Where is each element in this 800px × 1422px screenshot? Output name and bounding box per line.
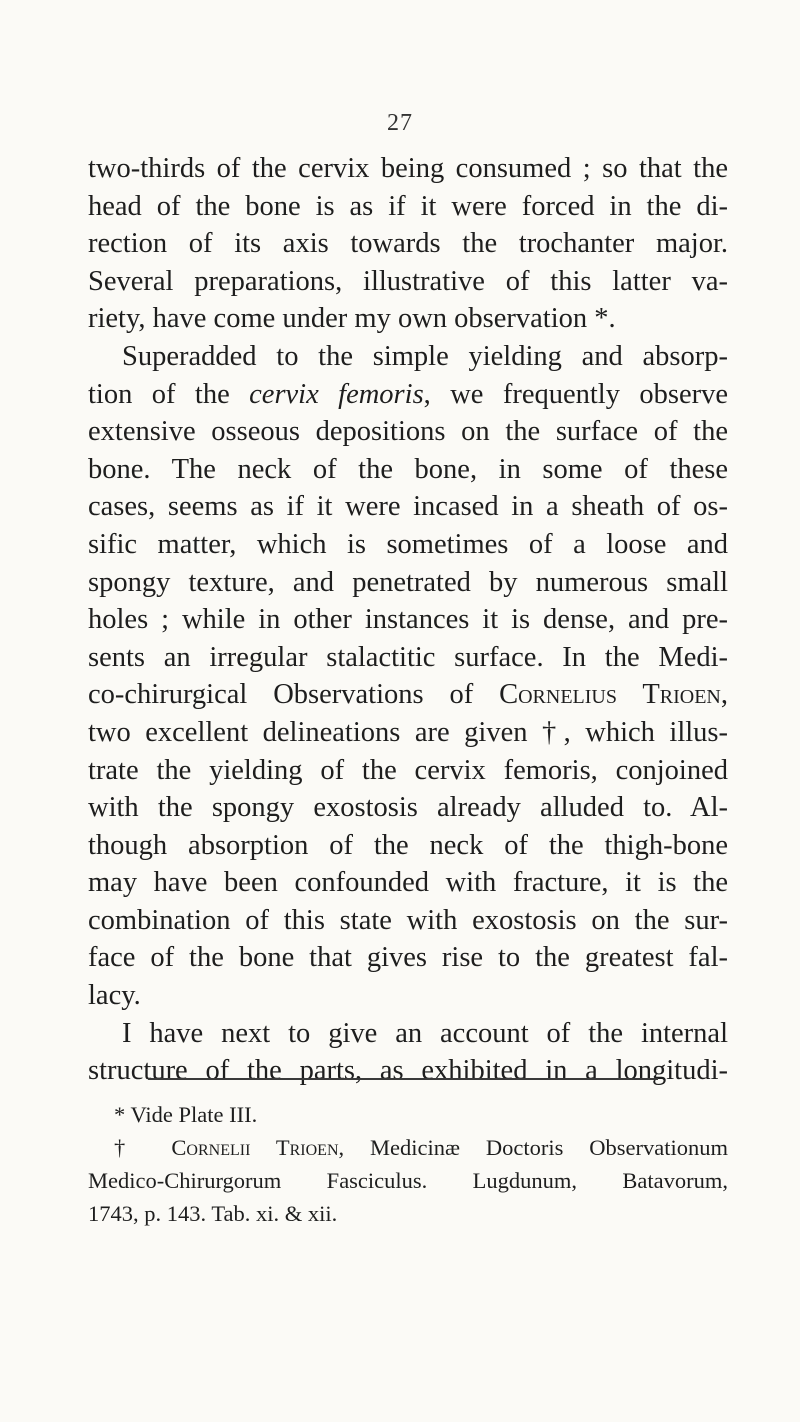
footnote-text: , Medicinæ Doctoris Observationum <box>338 1135 729 1160</box>
text-line-italic-phrase <box>88 376 728 414</box>
text-segment: , <box>720 679 728 711</box>
footnotes <box>88 1098 728 1230</box>
text-line: sific matter, which is sometimes of a loose and <box>88 528 728 560</box>
text-line: sents an irregular stalactitic surface. In the Medi- <box>88 641 728 673</box>
text-line: with the spongy exostosis already alluded to. Al- <box>88 792 728 824</box>
body-text <box>88 150 728 1090</box>
text-line: trate the yielding of the cervix femoris, conjoined <box>88 754 728 786</box>
footnote-2-line: 1743, p. 143. Tab. xi. & xii. <box>88 1201 338 1226</box>
text-line: combination of this state with exostosis on the sur- <box>88 904 728 936</box>
text-line-smallcaps-name <box>88 676 728 714</box>
text-line: head of the bone is as if it were forced in the di- <box>88 190 728 222</box>
page-number: 27 <box>387 110 413 136</box>
text-line: Several preparations, illustrative of this latter va- <box>88 265 728 297</box>
text-line: bone. The neck of the bone, in some of these <box>88 453 728 485</box>
text-segment: co-chirurgical Observations of <box>88 679 500 711</box>
text-line: Superadded to the simple yielding and absorp- <box>122 340 728 372</box>
footnote-1: * Vide Plate III. <box>114 1102 258 1127</box>
footnote-divider <box>148 1078 658 1080</box>
text-line: lacy. <box>88 980 141 1012</box>
text-segment: , we frequently observe <box>423 378 729 410</box>
footnote-author: Cornelii Trioen <box>171 1135 339 1160</box>
text-line: structure of the parts, as exhibited in a longitudi- <box>88 1055 728 1087</box>
text-line: two-thirds of the cervix being consumed ; so that the <box>88 153 728 184</box>
text-line: though absorption of the neck of the thigh-bone <box>88 829 728 861</box>
italic-phrase: cervix femoris <box>249 378 424 410</box>
text-line: may have been confounded with fracture, it is the <box>88 867 728 899</box>
text-line: two excellent delineations are given †, which illus- <box>88 716 728 748</box>
footnote-mark: † <box>114 1135 172 1160</box>
text-line: I have next to give an account of the internal <box>122 1017 728 1049</box>
text-line: extensive osseous depositions on the surface of the <box>88 416 728 448</box>
text-line: rection of its axis towards the trochanter major. <box>88 228 728 260</box>
text-line: riety, have come under my own observation *. <box>88 303 616 335</box>
text-segment: tion of the <box>88 378 250 410</box>
text-line: cases, seems as if it were incased in a sheath of os- <box>88 491 728 523</box>
footnote-2-line: Medico-Chirurgorum Fasciculus. Lugdunum, Batavorum, <box>88 1168 728 1193</box>
text-line: face of the bone that gives rise to the greatest fal- <box>88 942 728 974</box>
footnote-2 <box>88 1131 728 1164</box>
author-name: Cornelius Trioen <box>499 679 721 711</box>
text-line: holes ; while in other instances it is dense, and pre- <box>88 604 728 636</box>
text-line: spongy texture, and penetrated by numerous small <box>88 566 728 598</box>
